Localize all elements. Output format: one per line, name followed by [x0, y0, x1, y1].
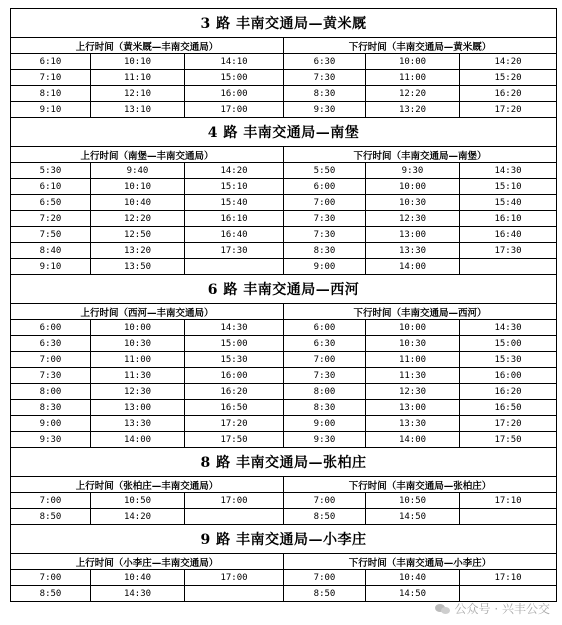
up-time-cell: 9:30 [11, 432, 91, 448]
down-time-cell: 10:50 [366, 493, 460, 509]
up-time-cell: 17:20 [185, 416, 284, 432]
direction-header-row [11, 554, 557, 570]
up-direction-header: 上行时间（小李庄—丰南交通局） [11, 554, 284, 570]
up-time-cell: 6:10 [11, 179, 91, 195]
route-title: 3 路 丰南交通局—黄米厩 [11, 9, 557, 38]
up-time-cell: 5:30 [11, 163, 91, 179]
up-time-cell: 10:10 [91, 179, 185, 195]
table-row [11, 54, 557, 70]
table-row [11, 259, 557, 275]
watermark [435, 600, 550, 617]
up-time-cell: 9:00 [11, 416, 91, 432]
table-row [11, 86, 557, 102]
table-row [11, 243, 557, 259]
up-time-cell: 8:40 [11, 243, 91, 259]
table-row [11, 70, 557, 86]
down-time-cell: 6:30 [284, 54, 366, 70]
down-time-cell: 14:20 [460, 54, 557, 70]
down-time-cell: 11:00 [366, 70, 460, 86]
down-time-cell: 16:10 [460, 211, 557, 227]
down-time-cell: 17:30 [460, 243, 557, 259]
down-time-cell: 7:30 [284, 70, 366, 86]
down-time-cell: 10:00 [366, 54, 460, 70]
up-time-cell: 17:00 [185, 102, 284, 118]
down-time-cell: 13:20 [366, 102, 460, 118]
route-title-row [11, 9, 557, 38]
up-time-cell: 14:20 [91, 509, 185, 525]
down-time-cell: 16:40 [460, 227, 557, 243]
down-time-cell: 15:10 [460, 179, 557, 195]
up-time-cell: 15:40 [185, 195, 284, 211]
route-title-row [11, 275, 557, 304]
down-time-cell: 12:30 [366, 211, 460, 227]
down-time-cell: 14:30 [460, 163, 557, 179]
watermark-text: 公众号 · 兴丰公交 [454, 602, 550, 616]
down-time-cell: 7:30 [284, 211, 366, 227]
down-time-cell: 14:00 [366, 259, 460, 275]
down-time-cell: 11:30 [366, 368, 460, 384]
down-time-cell: 10:40 [366, 570, 460, 586]
up-time-cell: 15:00 [185, 70, 284, 86]
up-time-cell: 10:10 [91, 54, 185, 70]
up-time-cell: 14:30 [91, 586, 185, 602]
up-time-cell: 12:10 [91, 86, 185, 102]
down-time-cell: 7:00 [284, 195, 366, 211]
up-time-cell: 16:40 [185, 227, 284, 243]
up-time-cell: 9:40 [91, 163, 185, 179]
down-time-cell [460, 509, 557, 525]
route-title: 4 路 丰南交通局—南堡 [11, 118, 557, 147]
up-time-cell: 13:00 [91, 400, 185, 416]
up-time-cell: 15:30 [185, 352, 284, 368]
up-time-cell: 9:10 [11, 102, 91, 118]
down-time-cell: 15:40 [460, 195, 557, 211]
up-time-cell: 17:00 [185, 570, 284, 586]
direction-header-row [11, 38, 557, 54]
table-row [11, 509, 557, 525]
up-time-cell: 8:10 [11, 86, 91, 102]
up-time-cell: 11:10 [91, 70, 185, 86]
down-time-cell: 13:00 [366, 227, 460, 243]
up-time-cell: 6:30 [11, 336, 91, 352]
table-row [11, 320, 557, 336]
down-time-cell: 16:20 [460, 384, 557, 400]
route-title-row [11, 118, 557, 147]
up-time-cell: 14:30 [185, 320, 284, 336]
down-time-cell: 13:30 [366, 243, 460, 259]
up-time-cell: 8:50 [11, 509, 91, 525]
table-row [11, 336, 557, 352]
up-time-cell: 13:20 [91, 243, 185, 259]
up-time-cell: 13:10 [91, 102, 185, 118]
up-time-cell [185, 586, 284, 602]
down-time-cell: 8:30 [284, 86, 366, 102]
down-time-cell: 8:00 [284, 384, 366, 400]
route-title: 6 路 丰南交通局—西河 [11, 275, 557, 304]
down-time-cell: 7:30 [284, 368, 366, 384]
wechat-icon [435, 603, 451, 615]
down-time-cell: 14:50 [366, 509, 460, 525]
direction-header-row [11, 477, 557, 493]
up-time-cell: 16:00 [185, 86, 284, 102]
down-time-cell: 14:50 [366, 586, 460, 602]
up-direction-header: 上行时间（南堡—丰南交通局） [11, 147, 284, 163]
down-time-cell: 7:30 [284, 227, 366, 243]
down-time-cell: 6:30 [284, 336, 366, 352]
route-title-row [11, 448, 557, 477]
route-title: 8 路 丰南交通局—张柏庄 [11, 448, 557, 477]
down-time-cell: 16:50 [460, 400, 557, 416]
down-time-cell: 16:20 [460, 86, 557, 102]
up-time-cell: 12:30 [91, 384, 185, 400]
down-time-cell: 13:00 [366, 400, 460, 416]
down-time-cell: 15:30 [460, 352, 557, 368]
up-time-cell: 10:40 [91, 195, 185, 211]
down-time-cell: 9:30 [284, 432, 366, 448]
up-time-cell: 13:50 [91, 259, 185, 275]
up-time-cell: 17:50 [185, 432, 284, 448]
up-time-cell: 6:10 [11, 54, 91, 70]
up-time-cell: 14:10 [185, 54, 284, 70]
up-time-cell: 7:00 [11, 493, 91, 509]
up-time-cell: 16:50 [185, 400, 284, 416]
down-direction-header: 下行时间（丰南交通局—黄米厩） [284, 38, 557, 54]
down-time-cell: 10:30 [366, 336, 460, 352]
table-row [11, 570, 557, 586]
route-title-row [11, 525, 557, 554]
table-row [11, 416, 557, 432]
up-direction-header: 上行时间（张柏庄—丰南交通局） [11, 477, 284, 493]
direction-header-row [11, 304, 557, 320]
up-time-cell: 10:00 [91, 320, 185, 336]
down-time-cell: 9:30 [366, 163, 460, 179]
down-time-cell: 16:00 [460, 368, 557, 384]
route-title: 9 路 丰南交通局—小李庄 [11, 525, 557, 554]
down-time-cell: 8:50 [284, 509, 366, 525]
up-time-cell: 16:00 [185, 368, 284, 384]
table-row [11, 493, 557, 509]
table-row [11, 179, 557, 195]
direction-header-row [11, 147, 557, 163]
up-time-cell: 8:30 [11, 400, 91, 416]
table-row [11, 432, 557, 448]
down-time-cell: 15:20 [460, 70, 557, 86]
up-time-cell: 8:50 [11, 586, 91, 602]
up-time-cell: 7:10 [11, 70, 91, 86]
down-time-cell: 17:20 [460, 416, 557, 432]
up-time-cell: 7:00 [11, 352, 91, 368]
down-time-cell: 9:00 [284, 259, 366, 275]
up-direction-header: 上行时间（西河—丰南交通局） [11, 304, 284, 320]
up-time-cell: 15:00 [185, 336, 284, 352]
up-time-cell: 16:20 [185, 384, 284, 400]
down-time-cell: 7:00 [284, 570, 366, 586]
down-direction-header: 下行时间（丰南交通局—张柏庄） [284, 477, 557, 493]
down-time-cell: 9:30 [284, 102, 366, 118]
down-time-cell: 12:20 [366, 86, 460, 102]
table-row [11, 227, 557, 243]
up-time-cell: 12:50 [91, 227, 185, 243]
up-time-cell [185, 259, 284, 275]
up-time-cell: 10:30 [91, 336, 185, 352]
down-time-cell: 14:00 [366, 432, 460, 448]
down-direction-header: 下行时间（丰南交通局—小李庄） [284, 554, 557, 570]
down-time-cell: 8:30 [284, 400, 366, 416]
down-time-cell: 5:50 [284, 163, 366, 179]
down-time-cell [460, 259, 557, 275]
table-row [11, 352, 557, 368]
down-time-cell: 15:00 [460, 336, 557, 352]
table-row [11, 400, 557, 416]
down-time-cell: 7:00 [284, 352, 366, 368]
up-time-cell: 6:00 [11, 320, 91, 336]
down-time-cell: 9:00 [284, 416, 366, 432]
bus-timetable [10, 8, 557, 602]
down-time-cell: 6:00 [284, 320, 366, 336]
up-time-cell: 16:10 [185, 211, 284, 227]
up-time-cell: 13:30 [91, 416, 185, 432]
up-time-cell: 8:00 [11, 384, 91, 400]
up-time-cell: 7:50 [11, 227, 91, 243]
up-time-cell: 6:50 [11, 195, 91, 211]
down-time-cell: 8:50 [284, 586, 366, 602]
up-direction-header: 上行时间（黄米厩—丰南交通局） [11, 38, 284, 54]
up-time-cell: 7:30 [11, 368, 91, 384]
table-row [11, 163, 557, 179]
down-time-cell: 13:30 [366, 416, 460, 432]
up-time-cell: 7:20 [11, 211, 91, 227]
up-time-cell: 10:40 [91, 570, 185, 586]
down-time-cell: 10:00 [366, 320, 460, 336]
up-time-cell: 14:00 [91, 432, 185, 448]
up-time-cell: 10:50 [91, 493, 185, 509]
up-time-cell: 11:30 [91, 368, 185, 384]
down-time-cell: 14:30 [460, 320, 557, 336]
down-time-cell: 17:10 [460, 493, 557, 509]
up-time-cell: 17:00 [185, 493, 284, 509]
up-time-cell: 14:20 [185, 163, 284, 179]
down-time-cell: 17:50 [460, 432, 557, 448]
down-direction-header: 下行时间（丰南交通局—南堡） [284, 147, 557, 163]
down-time-cell: 8:30 [284, 243, 366, 259]
up-time-cell: 17:30 [185, 243, 284, 259]
table-row [11, 102, 557, 118]
down-time-cell: 7:00 [284, 493, 366, 509]
up-time-cell: 7:00 [11, 570, 91, 586]
timetable-body [11, 9, 557, 602]
table-row [11, 211, 557, 227]
up-time-cell: 12:20 [91, 211, 185, 227]
down-time-cell: 10:00 [366, 179, 460, 195]
up-time-cell: 9:10 [11, 259, 91, 275]
down-time-cell: 12:30 [366, 384, 460, 400]
up-time-cell [185, 509, 284, 525]
down-time-cell: 10:30 [366, 195, 460, 211]
table-row [11, 195, 557, 211]
table-row [11, 384, 557, 400]
down-time-cell: 17:10 [460, 570, 557, 586]
down-time-cell: 17:20 [460, 102, 557, 118]
table-row [11, 368, 557, 384]
down-direction-header: 下行时间（丰南交通局—西河） [284, 304, 557, 320]
up-time-cell: 11:00 [91, 352, 185, 368]
down-time-cell: 6:00 [284, 179, 366, 195]
up-time-cell: 15:10 [185, 179, 284, 195]
down-time-cell: 11:00 [366, 352, 460, 368]
